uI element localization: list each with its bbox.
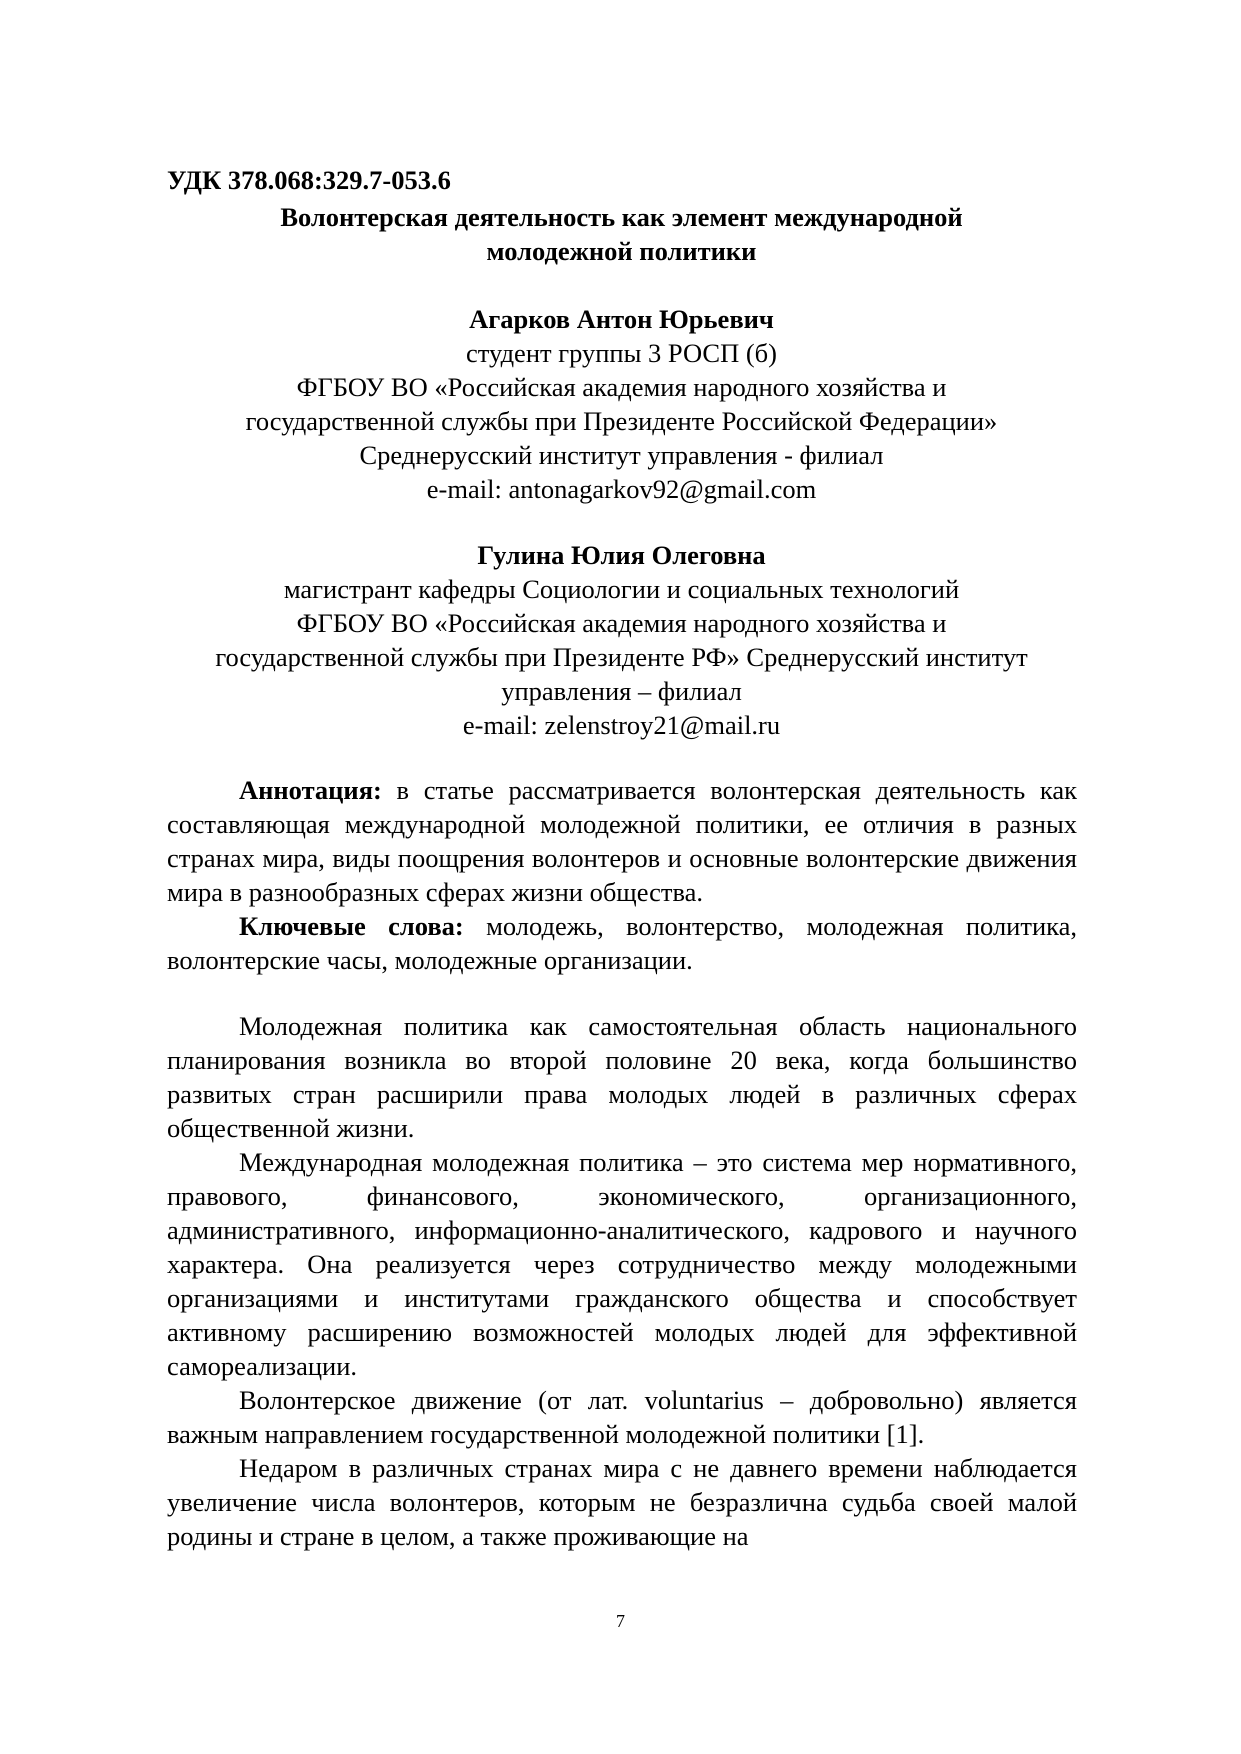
author-affiliation-line: государственной службы при Президенте Российской Федерации» <box>245 406 998 436</box>
abstract-paragraph <box>167 773 1077 909</box>
author-email: e-mail: zelenstroy21@mail.ru <box>462 710 781 740</box>
body-section <box>167 1009 1077 1553</box>
author-affiliation-line: студент группы 3 РОСП (б) <box>466 338 777 368</box>
author-affiliation-line: ФГБОУ ВО «Российская академия народного хозяйства и <box>296 608 947 638</box>
author-email: e-mail: antonagarkov92@gmail.com <box>426 474 817 504</box>
title-line: Волонтерская деятельность как элемент международной <box>280 202 963 232</box>
author-name: Агарков Антон Юрьевич <box>469 304 774 334</box>
author-affiliation-line: управления – филиал <box>501 676 742 706</box>
author-block-1 <box>120 302 1123 506</box>
page-number: 7 <box>616 1611 625 1631</box>
author-name: Гулина Юлия Олеговна <box>477 540 766 570</box>
author-block-2 <box>120 538 1123 742</box>
author-affiliation-line: магистрант кафедры Социологии и социальных технологий <box>283 574 960 604</box>
abstract-label: Аннотация: <box>239 775 382 805</box>
body-paragraph: Международная молодежная политика – это система мер нормативного, правового, финансового, экономического, организационного, административного, информационно-аналитического, кадрового и научного характера. Она реализуется через сотрудничество между молодежными организациями и институтами гражданского общества и способствует активному расширению возможностей молодых людей для эффективной самореализации. <box>167 1147 1077 1381</box>
abstract-section <box>167 773 1077 977</box>
udk-code: УДК 378.068:329.7-053.6 <box>167 165 451 195</box>
body-paragraph: Молодежная политика как самостоятельная область национального планирования возникла во второй половине 20 века, когда большинство развитых стран расширили права молодых людей в различных сферах общественной жизни. <box>167 1011 1077 1143</box>
body-paragraph: Недаром в различных странах мира с не давнего времени наблюдается увеличение числа волонтеров, которым не безразлична судьба своей малой родины и стране в целом, а также проживающие на <box>167 1453 1077 1551</box>
body-paragraph: Волонтерское движение (от лат. voluntarius – добровольно) является важным направлением государственной молодежной политики [1]. <box>167 1385 1077 1449</box>
keywords-label: Ключевые слова: <box>239 911 464 941</box>
title-line: молодежной политики <box>486 236 757 266</box>
keywords-text: молодежь, волонтерство, молодежная политика, волонтерские часы, молодежные организации. <box>167 911 1077 975</box>
author-affiliation-line: ФГБОУ ВО «Российская академия народного хозяйства и <box>296 372 947 402</box>
author-affiliation-line: государственной службы при Президенте РФ» Среднерусский институт <box>215 642 1028 672</box>
abstract-text: в статье рассматривается волонтерская деятельность как составляющая международной молодежной политики, ее отличия в разных странах мира, виды поощрения волонтеров и основные волонтерские движения мира в разнообразных сферах жизни общества. <box>167 775 1077 907</box>
author-affiliation-line: Среднерусский институт управления - филиал <box>359 440 884 470</box>
article-title <box>120 200 1123 268</box>
keywords-paragraph <box>167 909 1077 977</box>
